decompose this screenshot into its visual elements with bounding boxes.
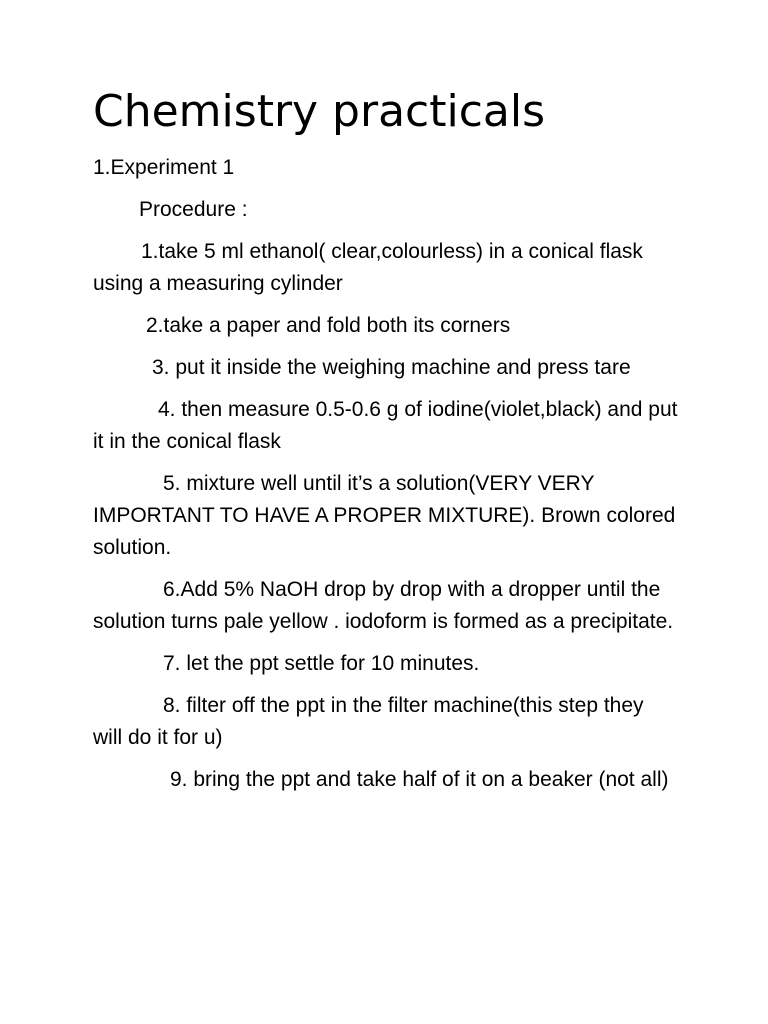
document-body	[93, 152, 678, 806]
document-title: Chemistry practicals	[93, 86, 546, 137]
procedure-step-6: 6.Add 5% NaOH drop by drop with a dropper until the solution turns pale yellow . iodoform is formed as a precipitate.	[93, 578, 674, 633]
experiment-heading: 1.Experiment 1	[93, 156, 235, 179]
procedure-step-2: 2.take a paper and fold both its corners	[146, 314, 511, 337]
procedure-step-5: 5. mixture well until it’s a solution(VERY VERY IMPORTANT TO HAVE A PROPER MIXTURE). Brown colored solution.	[93, 472, 676, 559]
procedure-step-7: 7. let the ppt settle for 10 minutes.	[163, 652, 480, 675]
procedure-step-3: 3. put it inside the weighing machine and press tare	[152, 356, 631, 379]
procedure-step-8: 8. filter off the ppt in the filter machine(this step they will do it for u)	[93, 694, 644, 749]
procedure-step-1: 1.take 5 ml ethanol( clear,colourless) in a conical flask using a measuring cylinder	[93, 240, 643, 295]
procedure-label: Procedure :	[139, 198, 248, 221]
procedure-step-9: 9. bring the ppt and take half of it on a beaker (not all)	[170, 768, 669, 791]
procedure-step-4: 4. then measure 0.5-0.6 g of iodine(violet,black) and put it in the conical flask	[93, 398, 678, 453]
